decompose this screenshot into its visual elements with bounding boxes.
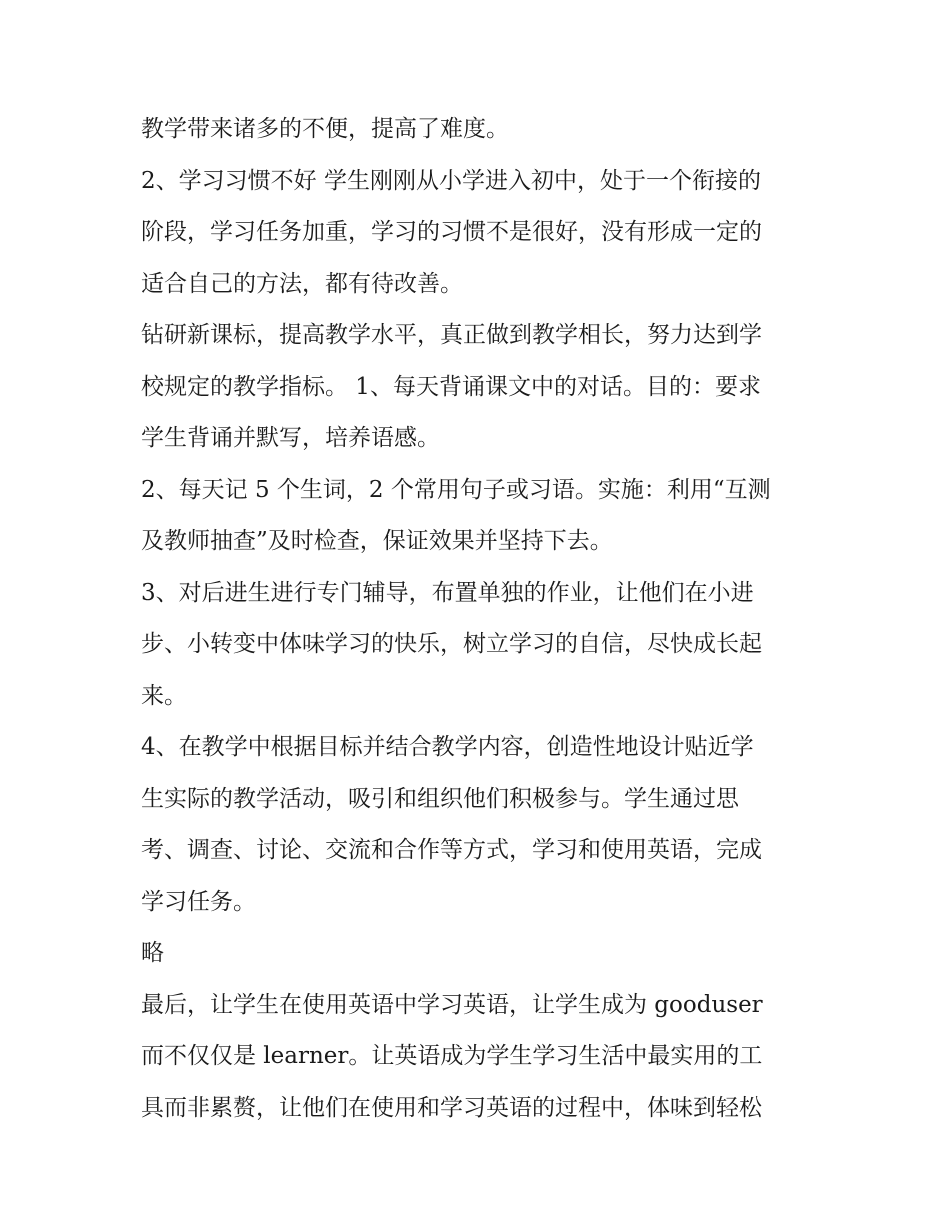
text-line: 2、每天记 5 个生词，2 个常用句子或习语。实施：利用“互测 bbox=[141, 476, 771, 503]
text-line: 略 bbox=[141, 940, 164, 966]
text-line: 校规定的教学指标。 1、每天背诵课文中的对话。目的：要求 bbox=[141, 373, 761, 400]
text-line: 考、调查、讨论、交流和合作等方式，学习和使用英语，完成 bbox=[141, 837, 762, 863]
text-line: 2、学习习惯不好 学生刚刚从小学进入初中，处于一个衔接的 bbox=[141, 167, 761, 194]
text-line: 学生背诵并默写，培养语感。 bbox=[141, 425, 440, 451]
text-line: 4、在教学中根据目标并结合教学内容，创造性地设计贴近学 bbox=[141, 734, 754, 760]
text-line: 而不仅仅是 learner。让英语成为学生学习生活中最实用的工 bbox=[141, 1043, 763, 1069]
text-line: 阶段，学习任务加重，学习的习惯不是很好，没有形成一定的 bbox=[141, 219, 762, 245]
text-line: 步、小转变中体味学习的快乐，树立学习的自信，尽快成长起 bbox=[141, 631, 762, 657]
text-line: 来。 bbox=[141, 682, 187, 709]
text-line: 学习任务。 bbox=[141, 888, 256, 915]
text-line: 及教师抽查”及时检查，保证效果并坚持下去。 bbox=[141, 528, 613, 554]
document-body bbox=[141, 104, 821, 1134]
text-line: 适合自己的方法，都有待改善。 bbox=[141, 270, 463, 297]
text-line: 钻研新课标，提高教学水平，真正做到教学相长，努力达到学 bbox=[141, 322, 762, 348]
text-line: 生实际的教学活动，吸引和组织他们积极参与。学生通过思 bbox=[141, 785, 739, 812]
text-line: 教学带来诸多的不便，提高了难度。 bbox=[141, 116, 509, 142]
text-line: 最后，让学生在使用英语中学习英语，让学生成为 gooduser bbox=[141, 991, 763, 1018]
text-line: 具而非累赘，让他们在使用和学习英语的过程中，体味到轻松 bbox=[141, 1094, 762, 1121]
text-line: 3、对后进生进行专门辅导，布置单独的作业，让他们在小进 bbox=[141, 579, 754, 606]
